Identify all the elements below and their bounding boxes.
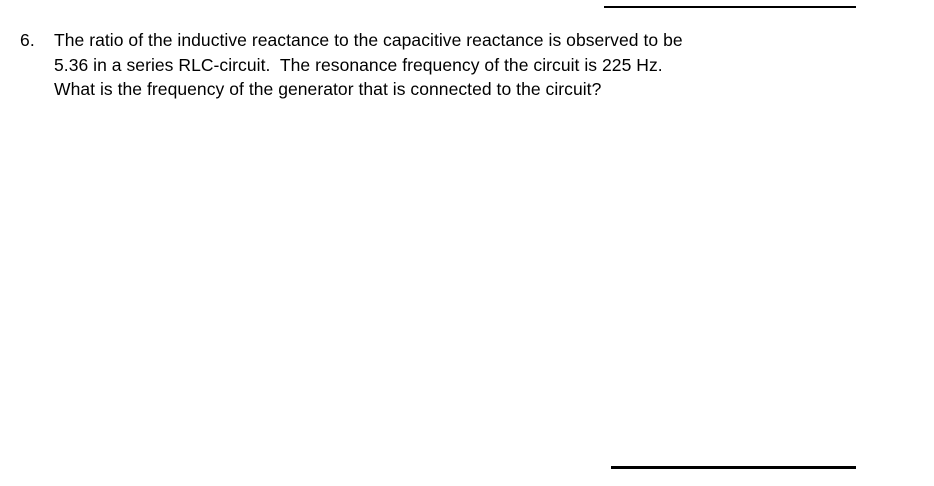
problem-text-line: What is the frequency of the generator that is connected to the circuit? xyxy=(54,79,602,99)
problem-text xyxy=(54,28,900,102)
bottom-horizontal-rule xyxy=(611,466,856,469)
problem-block xyxy=(20,28,900,102)
top-horizontal-rule xyxy=(604,6,856,8)
problem-text-line: 5.36 in a series RLC-circuit. The resonance frequency of the circuit is 225 Hz. xyxy=(54,54,663,75)
problem-number: 6. xyxy=(20,30,35,50)
problem-text-line: The ratio of the inductive reactance to the capacitive reactance is observed to be xyxy=(54,30,683,50)
